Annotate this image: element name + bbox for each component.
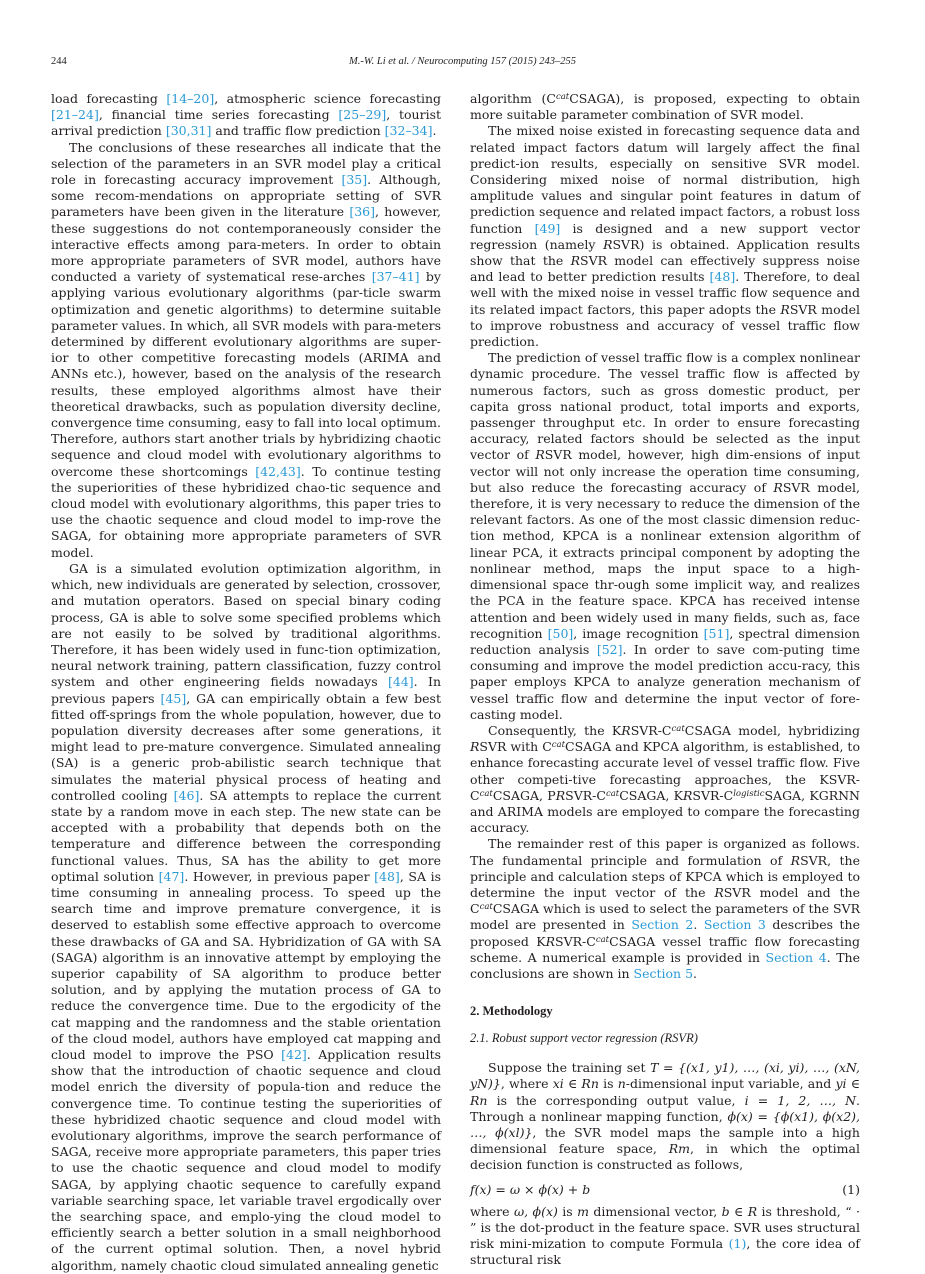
italic-r: R bbox=[790, 852, 801, 868]
text-run: SVR-C bbox=[692, 787, 734, 803]
italic-r: R bbox=[545, 933, 556, 949]
citation-link[interactable]: [48] bbox=[709, 269, 736, 285]
citation-link[interactable]: [49] bbox=[534, 220, 561, 236]
equation-1 bbox=[470, 1182, 860, 1198]
superscript: logistic bbox=[733, 788, 765, 799]
text-run: The conclusions of these researches all indicate that the selection of the parameters in an SVR model play a critical role in forecasting accuracy improvement bbox=[51, 139, 441, 188]
text-run: , financial time series forecasting bbox=[98, 107, 339, 123]
text-run: is bbox=[598, 1076, 618, 1092]
text-run: . To continue testing the superiorities of these hybridized chao-tic sequence and cloud model with evolutionary algorithms, this paper tries to use the chaotic sequence and cloud model to imp-rove the SAGA, for obtaining more appropriate parameters of SVR model. bbox=[51, 463, 441, 560]
italic-r: R bbox=[535, 447, 545, 463]
text-run: SVR, the principle and calculation steps of KPCA which is employed to determine the input vector of the bbox=[470, 852, 861, 900]
text-run: , however, these suggestions do not contemporaneously consider the interactive effects among para-meters. In order to obtain more appropriate parameters of SVR model, authors have conducted a variety of systematical rese-arches bbox=[51, 204, 442, 285]
text-run: . bbox=[432, 123, 437, 139]
subsection-heading: 2.1. Robust support vector regression (RSVR) bbox=[470, 1031, 698, 1046]
text-run: , spectral dimension reduction analysis bbox=[470, 625, 860, 657]
citation-link[interactable]: [51] bbox=[703, 625, 730, 641]
equation-number: (1) bbox=[842, 1181, 860, 1197]
text-run: SAGA, KGRNN and ARIMA models are employed to compare the forecasting accuracy. bbox=[470, 787, 860, 836]
math-inline: ω, ϕ(x) bbox=[513, 1203, 558, 1219]
text-run: -dimensional input variable, and bbox=[625, 1076, 836, 1092]
italic-r: R bbox=[570, 253, 580, 269]
superscript: cat bbox=[555, 92, 570, 102]
paragraph bbox=[470, 123, 860, 350]
citation-link[interactable]: [37–41] bbox=[371, 269, 420, 285]
text-run: Consequently, the K bbox=[488, 722, 622, 738]
text-run: , the core idea of structural risk bbox=[470, 1236, 860, 1268]
citation-link[interactable]: [36] bbox=[349, 204, 375, 220]
superscript: cat bbox=[479, 902, 493, 913]
text-run: SVR model, therefore, it is very necessary to reduce the dimension of the relevant factors. As one of the most classic dimension reduc-tion method, KPCA is a nonlinear extension algorithm of linear PCA, it extracts principal component by adopting the nonlinear method, maps the input space to a high-dimensional space thr-ough some implicit way, and realizes the PCA in the feature space. KPCA has received intense attention and been widely used in many fields, such as, face recognition bbox=[470, 479, 860, 641]
italic-r: R bbox=[714, 884, 724, 900]
text-run: . In order to save com-puting time consuming and improve the model prediction accu-racy, this paper employs KPCA to analyze generation mechanism of vessel traffic flow and determine the input vector of fore-casting model. bbox=[470, 641, 861, 722]
text-run: SVR with C bbox=[479, 739, 552, 755]
paragraph bbox=[470, 350, 860, 723]
italic-r: R bbox=[603, 236, 613, 252]
text-run: SVR-C bbox=[555, 933, 596, 949]
italic-r: R bbox=[621, 722, 631, 738]
math-inline: Rm bbox=[668, 1141, 691, 1157]
text-run: , tourist arrival prediction bbox=[51, 107, 442, 139]
text-run: and traffic flow prediction bbox=[211, 123, 385, 139]
text-run: . In previous papers bbox=[51, 674, 442, 706]
paragraph bbox=[470, 1060, 860, 1173]
superscript: cat bbox=[671, 723, 685, 734]
text-run: CSAGA vessel traffic flow forecasting scheme. A numerical example is provided in bbox=[470, 933, 860, 965]
superscript: cat bbox=[479, 788, 493, 799]
text-run: , GA can empirically obtain a few best fitted off-springs from the whole population, however, due to population diversity decreases after some generations, it might lead to pre-mature convergence. Simulated annealing (SA) is a generic prob-abilistic search technique that simulates the material physical process of heating and controlled cooling bbox=[51, 690, 441, 803]
citation-link[interactable]: [42] bbox=[281, 1046, 307, 1062]
paragraph bbox=[51, 561, 441, 1274]
text-run: The prediction of vessel traffic flow is a complex nonlinear dynamic procedure. The vessel traffic flow is affected by numerous factors, such as gross domestic product, per capita gross national product, total imports and exports, passenger throughput etc. In order to ensure forecasting accuracy, related factors should be selected as the input vector of bbox=[470, 350, 860, 463]
paragraph bbox=[470, 1204, 860, 1269]
citation-link[interactable]: [50] bbox=[547, 625, 574, 641]
section-link[interactable]: Section 5 bbox=[633, 965, 694, 981]
text-run: where bbox=[470, 1203, 514, 1219]
superscript: cat bbox=[551, 740, 566, 751]
text-run: . SA attempts to replace the current state by a random move in each step. The new state can be accepted with a probability that depends both on the temperature and difference between the corresponding functional values. Thus, SA has the ability to get more optimal solution bbox=[51, 787, 442, 884]
citation-link[interactable]: [45] bbox=[160, 690, 187, 706]
math-inline: i = 1, 2, …, N bbox=[744, 1092, 857, 1108]
text-run: . Therefore, to deal well with the mixed noise in vessel traffic flow sequence and its related impact factors, this paper adopts the bbox=[470, 269, 861, 317]
text-run: CSAGA, K bbox=[619, 787, 683, 803]
math-inline: n bbox=[617, 1076, 626, 1092]
citation-link[interactable]: [46] bbox=[173, 787, 200, 803]
text-run: . However, in previous paper bbox=[184, 868, 375, 884]
text-run: . Application results show that the introduction of chaotic sequence and cloud model enrich the diversity of popula-tion and reduce the convergence time. To continue testing the superiorities of these hybridized chaotic sequence and cloud model with evolutionary algorithms, improve the search performance of SAGA, receive more appropriate parameters, this paper tries to use the chaotic sequence and cloud model to modify SAGA, by applying chaotic sequence to carefully expand variable searching space, let variable travel ergodically over the searching space, and emplo-ying the cloud model to efficiently search a better solution in a small neighborhood of the current optimal solution. Then, a novel hybrid algorithm, namely chaotic cloud simulated annealing genetic bbox=[51, 1046, 442, 1273]
page-number: 244 bbox=[51, 56, 67, 67]
text-run: . Although, some recom-mendations on appropriate setting of SVR parameters have been given in the literature bbox=[51, 172, 441, 220]
text-run: by applying various evolutionary algorithms (par-ticle swarm optimization and genetic algorithms) to determine suitable parameter values. In which, all SVR models with para-meters determined by different evolutionary algorithms are super-ior to other competitive forecasting models (ARIMA and ANNs etc.), however, based on the analysis of the research results, these employed algorithms almost have their theoretical drawbacks, such as population diversity decline, convergence time consuming, easy to fall into local optimum. Therefore, authors start another trials by hybridizing chaotic sequence and cloud model with evolutionary algorithms to overcome these shortcomings bbox=[51, 269, 442, 479]
citation-link[interactable]: [44] bbox=[388, 674, 414, 690]
text-run: SVR) is obtained. Application results show that the bbox=[470, 236, 860, 269]
paragraph bbox=[470, 836, 860, 982]
section-link[interactable]: Section 2 bbox=[631, 917, 694, 933]
text-run: . bbox=[693, 917, 704, 933]
citation-link[interactable]: [25–29] bbox=[338, 107, 387, 123]
text-run: , the SVR model maps the sample into a high dimensional feature space, bbox=[470, 1124, 860, 1157]
superscript: cat bbox=[605, 788, 620, 799]
citation-link[interactable]: [30,31] bbox=[165, 123, 212, 139]
right-column bbox=[470, 91, 860, 1268]
text-run: load forecasting bbox=[51, 91, 167, 106]
section-heading: 2. Methodology bbox=[470, 1004, 553, 1019]
text-run: CSAGA model, hybridizing bbox=[684, 722, 860, 738]
text-run: , image recognition bbox=[573, 625, 704, 641]
text-run: GA is a simulated evolution optimization algorithm, in which, new individuals are generated by selection, crossover, and mutation operators. Based on special binary coding process, GA is able to solve some specified problems which are not easily to be solved by traditional algorithms. Therefore, it has been widely used in func-tion optimization, neural network training, pattern classification, fuzzy control system and other engineering fields nowadays bbox=[51, 560, 442, 690]
paragraph bbox=[470, 91, 860, 123]
math-inline: b ∈ R bbox=[721, 1203, 758, 1219]
citation-link[interactable]: [47] bbox=[158, 868, 185, 884]
equation-link[interactable]: (1) bbox=[728, 1236, 747, 1251]
text-run: CSAGA, P bbox=[492, 787, 556, 803]
paragraph bbox=[51, 91, 441, 140]
text-run: , where bbox=[500, 1076, 553, 1092]
citation-link[interactable]: [52] bbox=[596, 641, 623, 657]
section-link[interactable]: Section 3 bbox=[703, 917, 766, 933]
text-run: . Through a nonlinear mapping function, bbox=[470, 1092, 860, 1124]
text-run: , in which the optimal decision function is constructed as follows, bbox=[470, 1141, 860, 1173]
text-run: describes the proposed K bbox=[470, 917, 860, 949]
text-run: is designed and a new support vector regression (namely bbox=[470, 220, 860, 252]
text-run: is threshold, “ · ” is the dot-product in the feature space. SVR uses structural risk mini-mization to compute Formula bbox=[470, 1203, 860, 1251]
text-run: CSAGA which is used to select the parameters of the SVR model are presented in bbox=[470, 901, 860, 933]
text-run: algorithm (C bbox=[470, 91, 556, 106]
text-run: . The conclusions are shown in bbox=[470, 949, 860, 981]
math-inline: T = {(x1, y1), …, (xi, yi), …, (xN, yN)} bbox=[470, 1060, 860, 1092]
text-run: Suppose the training set bbox=[488, 1060, 651, 1076]
text-run: SVR-C bbox=[630, 722, 672, 738]
text-run: SVR model can effectively suppress noise and lead to better prediction results bbox=[470, 253, 860, 285]
superscript: cat bbox=[595, 934, 610, 945]
italic-r: R bbox=[470, 739, 480, 755]
text-run: , atmospheric science forecasting bbox=[214, 91, 442, 106]
left-column bbox=[51, 91, 441, 1274]
text-run: CSAGA and KPCA algorithm, is established, to enhance forecasting accurate level of vessel traffic flow. Five other competi-tive forecasting approaches, the KSVR-C bbox=[470, 739, 860, 803]
text-run: is the corresponding output value, bbox=[487, 1092, 745, 1108]
text-run: is bbox=[557, 1203, 578, 1219]
paragraph bbox=[51, 140, 441, 561]
text-run: CSAGA), is proposed, expecting to obtain more suitable parameter combination of SVR model. bbox=[470, 91, 860, 123]
section-link[interactable]: Section 4 bbox=[765, 949, 827, 965]
citation-link[interactable]: [21–24] bbox=[51, 107, 99, 123]
text-run: SVR model to improve robustness and accuracy of vessel traffic flow prediction. bbox=[470, 301, 860, 350]
italic-r: R bbox=[683, 787, 693, 803]
text-run: The remainder rest of this paper is organized as follows. The fundamental principle and formulation of bbox=[470, 836, 860, 868]
paragraph bbox=[470, 723, 860, 836]
italic-r: R bbox=[773, 479, 783, 495]
text-run: . bbox=[693, 965, 698, 981]
citation-link[interactable]: [35] bbox=[341, 172, 368, 188]
math-inline: m bbox=[577, 1203, 589, 1219]
text-run: dimensional vector, bbox=[589, 1203, 722, 1219]
math-inline: xi ∈ Rn bbox=[552, 1076, 599, 1092]
text-run: SVR model and the C bbox=[470, 884, 860, 917]
text-run: SVR-C bbox=[565, 787, 606, 803]
citation-link[interactable]: [14–20] bbox=[166, 91, 215, 106]
running-header: M.-W. Li et al. / Neurocomputing 157 (2015) 243–255 bbox=[348, 56, 576, 67]
italic-r: R bbox=[555, 787, 566, 803]
citation-link[interactable]: [32–34] bbox=[384, 123, 433, 139]
math-inline: yi ∈ Rn bbox=[470, 1076, 860, 1108]
math-inline: ϕ(x) = {ϕ(x1), ϕ(x2), …, ϕ(xl)} bbox=[470, 1108, 861, 1140]
text-run: , SA is time consuming in annealing process. To speed up the search time and improve premature convergence, it is deserved to establish some effective approach to overcome these drawbacks of GA and SA. Hybridization of GA with SA (SAGA) algorithm is an innovative attempt by employing the superior capability of SA algorithm to produce better solution, and by applying the mutation process of GA to reduce the convergence time. Due to the ergodicity of the cat mapping and the randomness and the stable orientation of the cloud model, authors have employed cat mapping and cloud model to improve the PSO bbox=[51, 868, 441, 1062]
citation-link[interactable]: [42,43] bbox=[255, 463, 301, 479]
italic-r: R bbox=[780, 301, 790, 317]
text-run: SVR model, however, high dim-ensions of input vector will not only increase the operation time consuming, but also reduce the forecasting accuracy of bbox=[470, 447, 860, 495]
citation-link[interactable]: [48] bbox=[374, 868, 400, 884]
equation-body: f(x) = ω × ϕ(x) + b bbox=[470, 1181, 591, 1197]
text-run: The mixed noise existed in forecasting sequence data and related impact factors datum will largely affect the final predict-ion results, especially on sensitive SVR model. Considering mixed noise of normal distribution, high amplitude values and singular point features in datum of prediction sequence and related impact factors, a robust loss function bbox=[470, 123, 860, 236]
